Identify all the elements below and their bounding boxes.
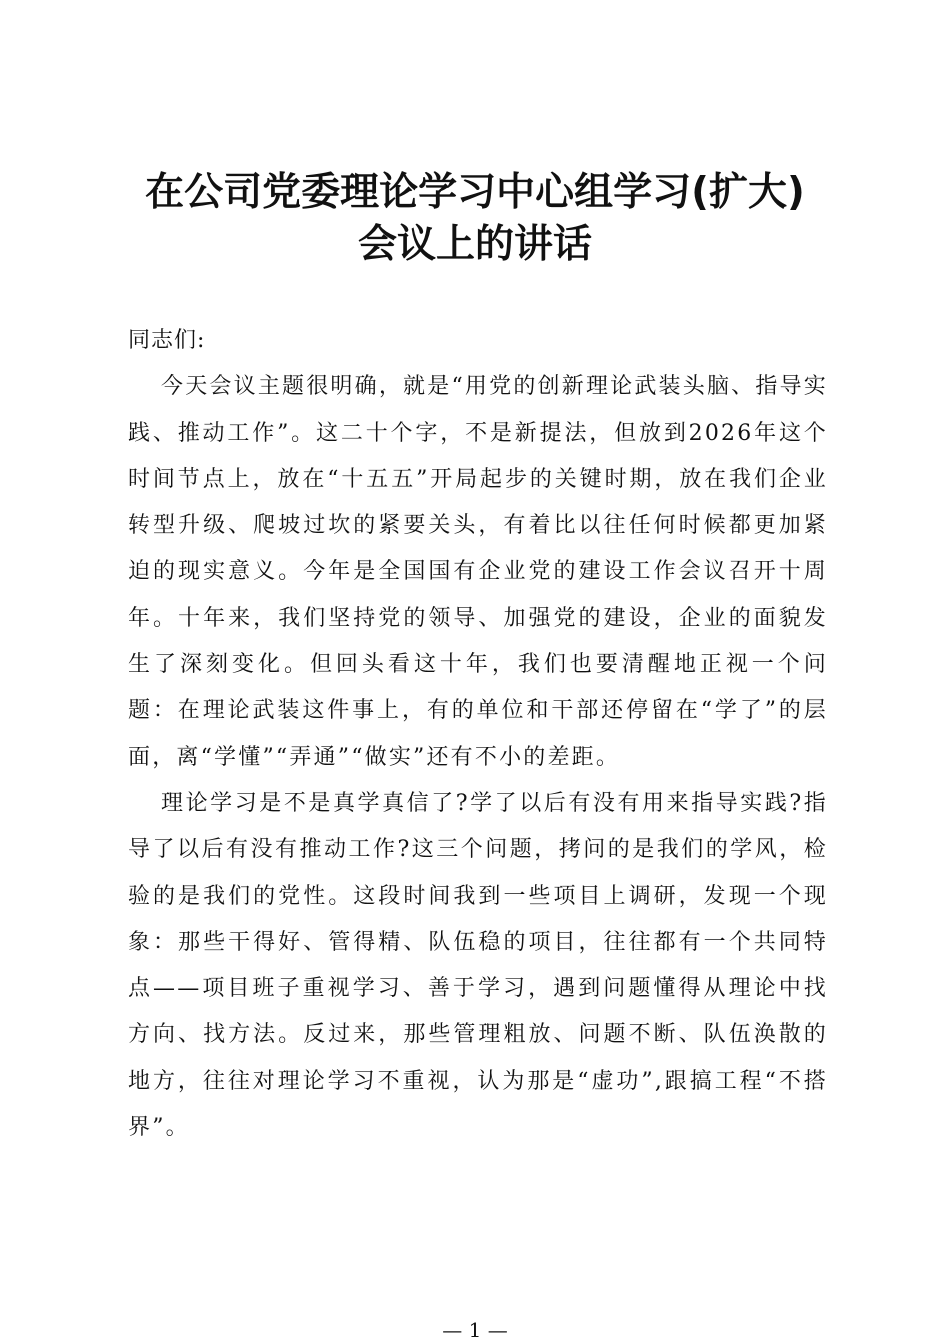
paragraph-1: 今天会议主题很明确，就是“用党的创新理论武装头脑、指导实践、推动工作”。这二十个字，不是新提法，但放到2026年这个时间节点上，放在“十五五”开局起步的关键时期，放在我们企业转型升级、爬坡过坎的紧要关头，有着比以往任何时候都更加紧迫的现实意义。今年是全国国有企业党的建设工作会议召开十周年。十年来，我们坚持党的领导、加强党的建设，企业的面貌发生了深刻变化。但回头看这十年，我们也要清醒地正视一个问题：在理论武装这件事上，有的单位和干部还停留在“学了”的层面，离“学懂”“弄通”“做实”还有不小的差距。 — [128, 374, 828, 770]
salutation: 同志们: — [128, 328, 206, 353]
paragraph-2: 理论学习是不是真学真信了?学了以后有没有用来指导实践?指导了以后有没有推动工作?这三个问题，拷问的是我们的学风，检验的是我们的党性。这段时间我到一些项目上调研，发现一个现象：那些干得好、管得精、队伍稳的项目，往往都有一个共同特点——项目班子重视学习、善于学习，遇到问题懂得从理论中找方向、找方法。反过来，那些管理粗放、问题不断、队伍涣散的地方，往往对理论学习不重视，认为那是“虚功”,跟搞工程“不搭界”。 — [128, 790, 828, 1141]
page-number: — 1 — — [442, 1318, 508, 1342]
document-body — [128, 318, 828, 1151]
document-title-line-1: 在公司党委理论学习中心组学习(扩大) — [145, 170, 805, 215]
document-title-line-2: 会议上的讲话 — [357, 222, 592, 267]
